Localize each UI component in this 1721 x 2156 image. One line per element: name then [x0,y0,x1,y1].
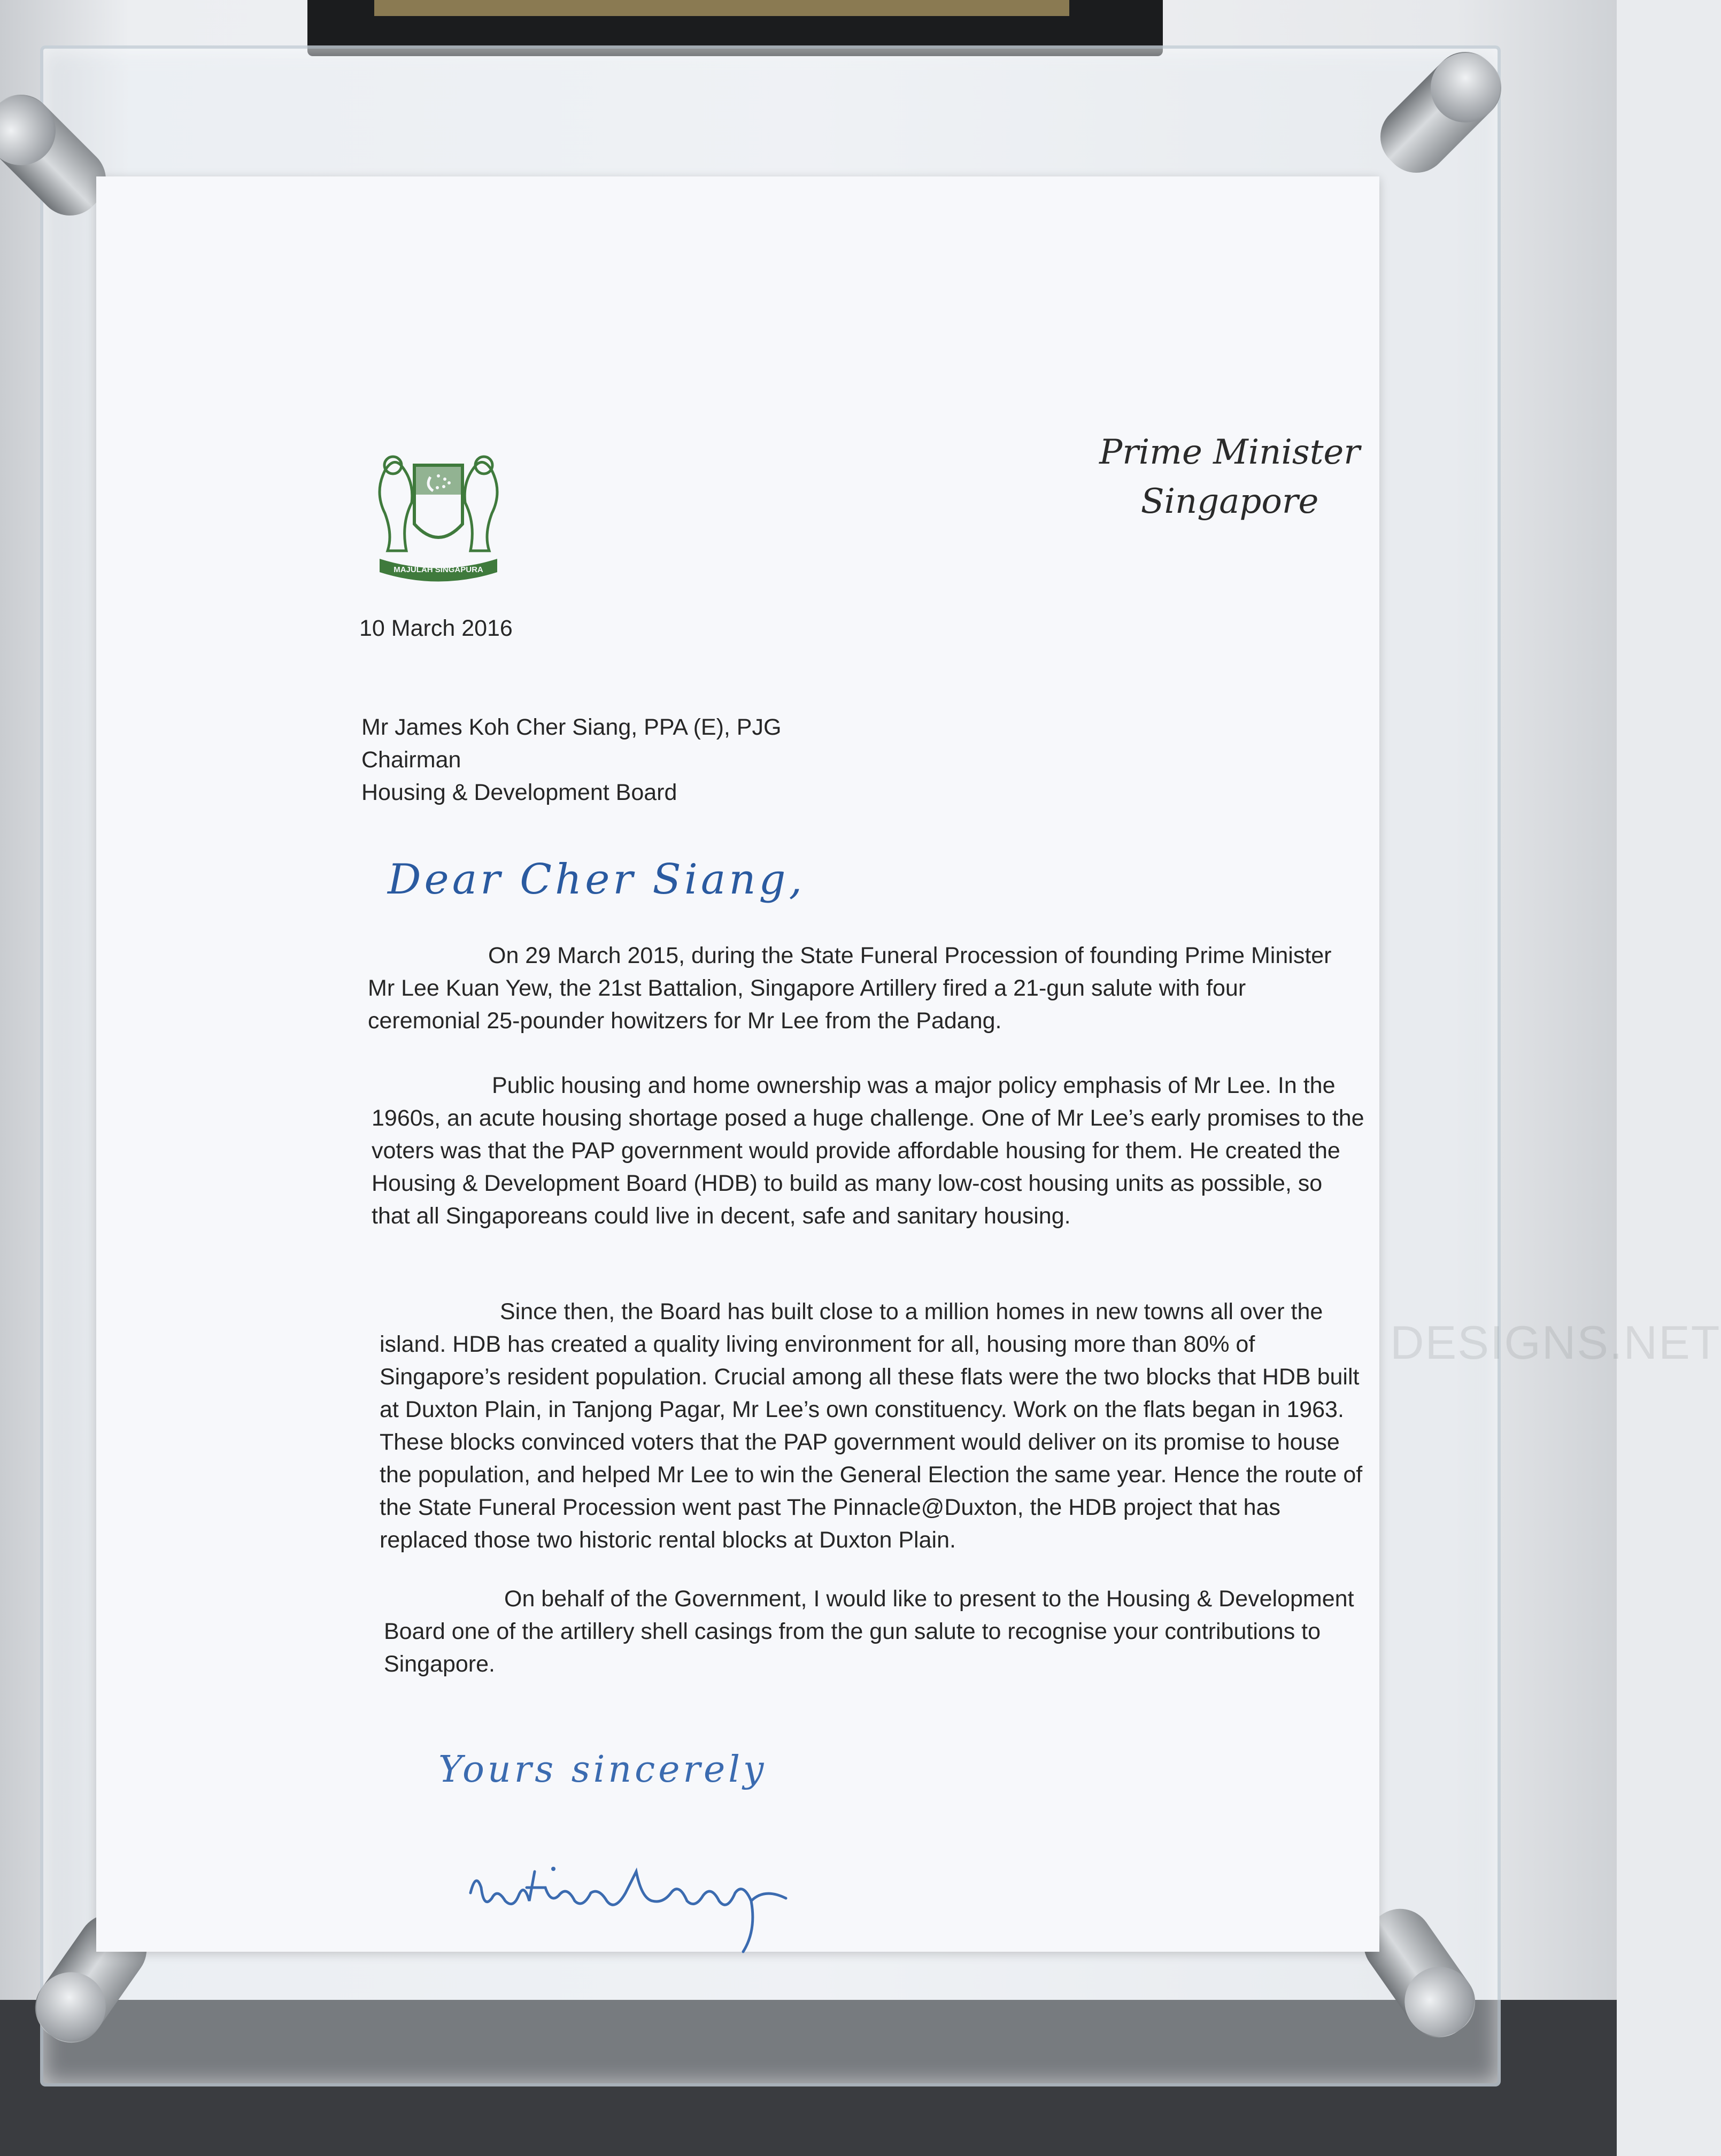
watermark-text: DESIGNS.NET [1390,1316,1721,1369]
recipient-address [361,711,781,809]
letter-paper [96,176,1721,1952]
paragraph-1 [368,940,1362,1037]
paragraph-4-text: On behalf of the Government, I would like to present to the Housing & Development Board one of the artillery shell casings from the gun salute to recognise your contributions to Singapore. [384,1586,1354,1677]
recipient-position: Chairman [361,747,461,773]
paragraph-2 [372,1069,1366,1233]
letterhead-line-1: Prime Minister [1099,433,1360,472]
letterhead-line-2: Singapore [1140,482,1319,521]
recipient-organisation: Housing & Development Board [361,780,677,805]
recipient-name: Mr James Koh Cher Siang, PPA (E), PJG [361,714,782,740]
paragraph-3 [380,1296,1374,1557]
handwritten-salutation: Dear Cher Siang, [388,856,806,904]
plaque-plate [374,0,1069,16]
singapore-coat-of-arms-icon [364,444,513,578]
letter-date: 10 March 2016 [359,615,513,641]
paragraph-2-text: Public housing and home ownership was a major policy emphasis of Mr Lee. In the 1960s, an acute housing shortage posed a huge challenge. One of Mr Lee’s early promises to the voters was that the PAP government would provide affordable housing for them. He created the Housing & Development Board (HDB) to build as many low-cost housing units as possible, so that all Singaporeans could live in decent, safe and sanitary housing. [372,1073,1364,1229]
handwritten-signature [465,1850,797,1957]
svg-text:MAJULAH SINGAPURA: MAJULAH SINGAPURA [393,565,483,574]
letterhead-title [1085,428,1374,526]
paragraph-4 [384,1583,1378,1681]
handwritten-closing: Yours sincerely [438,1749,767,1791]
paragraph-3-text: Since then, the Board has built close to a million homes in new towns all over the island. HDB has created a quality living environment for all, housing more than 80% of Singapore’s resident population. Crucial among all these flats were the two blocks that HDB built at Duxton Plain, in Tanjong Pagar, Mr Lee’s own constituency. Work on the flats began in 1963. These blocks convinced voters that the PAP government would deliver on its promise to house the population, and helped Mr Lee to win the General Election the same year. Hence the route of the State Funeral Procession went past The Pinnacle@Duxton, the HDB project that has replaced those two historic rental blocks at Duxton Plain. [380,1299,1363,1553]
paragraph-1-text: On 29 March 2015, during the State Funeral Procession of founding Prime Minister Mr Lee Kuan Yew, the 21st Battalion, Singapore Artillery fired a 21-gun salute with four ceremonial 25-pounder howitzers for Mr Lee from the Padang. [368,943,1332,1034]
